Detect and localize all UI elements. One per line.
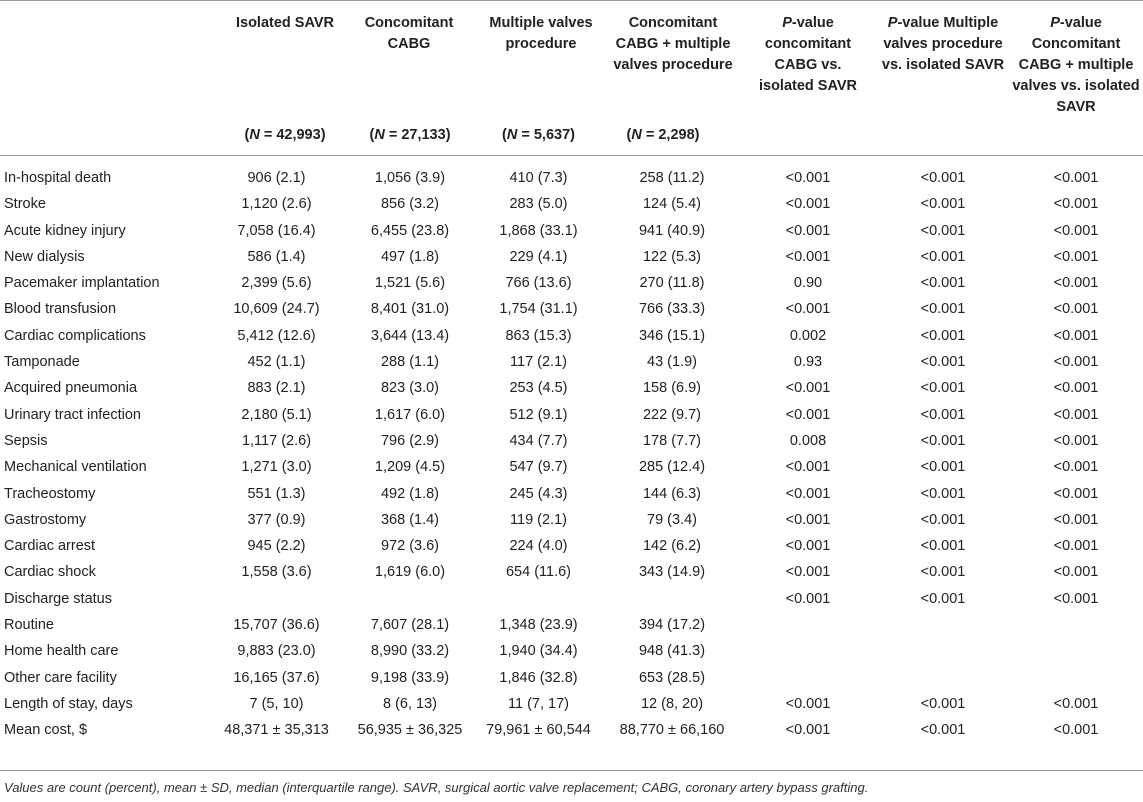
row-label: Cardiac arrest [4,538,96,555]
table-cell-pvalue: <0.001 [785,511,831,528]
table-cell-value: 1,940 (34.4) [499,643,578,660]
table-cell-value: 119 (2.1) [510,511,567,528]
table-cell-value: 551 (1.3) [247,485,306,502]
table-cell-pvalue: <0.001 [785,459,831,476]
table-cell-pvalue: <0.001 [1053,432,1099,449]
table-cell-pvalue: 0.93 [793,354,823,371]
header-pvalue-multiple-text: -value Multiple valves procedure vs. isolated SAVR [881,15,1005,73]
table-cell-pvalue: <0.001 [785,564,831,581]
table-cell-value: 245 (4.3) [509,485,568,502]
table-cell-pvalue: <0.001 [920,485,966,502]
table-cell-value: 7,607 (28.1) [370,617,450,634]
row-label: Other care facility [4,669,117,686]
table-cell-value: 512 (9.1) [509,406,568,423]
table-cell-pvalue: <0.001 [785,222,831,239]
table-cell-pvalue: <0.001 [920,590,966,607]
table-cell-pvalue: <0.001 [1053,380,1099,397]
row-label: Blood transfusion [4,301,117,318]
table-cell-value: 253 (4.5) [509,380,568,397]
table-cell-value: 823 (3.0) [380,380,440,397]
table-cell-pvalue: <0.001 [920,564,966,581]
bottom-rule [0,770,1143,771]
header-pvalue-combined-text: -value Concomitant CABG + multiple valves vs. isolated SAVR [1012,15,1140,115]
table-cell-value: 8 (6, 13) [383,695,437,712]
table-cell-pvalue: <0.001 [785,406,831,423]
table-row [0,375,1143,401]
table-cell-pvalue: <0.001 [920,301,966,318]
header-rule [0,155,1143,156]
table-cell-pvalue: <0.001 [785,380,831,397]
table-cell-pvalue: <0.001 [785,695,831,712]
table-cell-value: 229 (4.1) [509,248,568,265]
table-cell-value: 766 (13.6) [505,275,572,292]
table-cell-pvalue: <0.001 [920,275,966,292]
table-row [0,296,1143,322]
header-pvalue-combined-p: P [1050,15,1060,31]
header-pvalue-multiple-p: P [887,15,898,31]
header-pvalue-multiple [878,13,1008,76]
table-cell-value: 863 (15.3) [505,327,572,344]
row-label: Acute kidney injury [4,222,126,239]
table-cell-pvalue: <0.001 [785,590,831,607]
table-cell-value: 394 (17.2) [638,617,706,634]
table-cell-value: 144 (6.3) [642,485,702,502]
table-cell-pvalue: <0.001 [785,170,831,186]
row-label: Cardiac shock [4,564,96,581]
row-label: Stroke [4,196,46,213]
header-multiple-valves: Multiple valves procedure [489,15,593,52]
table-cell-pvalue: <0.001 [1053,301,1099,318]
table-cell-value: 1,209 (4.5) [374,459,446,476]
table-cell-pvalue: <0.001 [920,170,966,186]
table-cell-pvalue: <0.001 [1053,538,1099,555]
row-label: Sepsis [4,432,48,449]
table-row [0,691,1143,717]
table-cell-value: 12 (8, 20) [640,695,704,712]
table-cell-value: 1,120 (2.6) [241,196,312,213]
table-cell-pvalue: <0.001 [920,695,966,712]
table-cell-value: 9,198 (33.9) [370,669,450,686]
header-pvalue-cabg [752,13,864,97]
table-row [0,612,1143,638]
table-cell-value: 222 (9.7) [642,406,702,423]
table-cell-pvalue: <0.001 [920,222,966,239]
table-cell-pvalue: <0.001 [785,301,831,318]
table-cell-value: 972 (3.6) [380,538,440,555]
table-body [0,165,1143,761]
row-label: Cardiac complications [4,327,146,344]
table-row [0,638,1143,664]
table-row [0,402,1143,428]
table-cell-pvalue: <0.001 [920,406,966,423]
top-rule [0,0,1143,1]
table-cell-value: 654 (11.6) [505,564,572,581]
table-cell-value: 285 (12.4) [638,459,706,476]
header-pvalue-cabg-text: -value concomitant CABG vs. isolated SAVR [758,15,858,94]
row-label: Pacemaker implantation [4,275,160,292]
table-cell-pvalue: <0.001 [1053,248,1099,265]
table-row [0,244,1143,270]
header-n-multiple-valves: (N = 5,637) [502,127,575,143]
table-cell-pvalue: <0.001 [1053,485,1099,502]
table-cell-pvalue: <0.001 [785,485,831,502]
row-label: Home health care [4,643,119,660]
table-cell-value: 1,558 (3.6) [241,564,312,581]
table-cell-pvalue: <0.001 [920,538,966,555]
table-cell-value: 117 (2.1) [510,354,567,371]
table-cell-value: 56,935 ± 36,325 [357,722,463,739]
table-cell-value: 258 (11.2) [639,170,705,186]
table-cell-pvalue: <0.001 [1053,590,1099,607]
table-cell-value: 434 (7.7) [509,432,568,449]
table-cell-pvalue: <0.001 [785,538,831,555]
table-cell-value: 377 (0.9) [247,511,306,528]
table-cell-value: 178 (7.7) [642,432,702,449]
table-cell-value: 492 (1.8) [380,485,440,502]
table-cell-value: 1,271 (3.0) [241,459,312,476]
header-n-isolated-savr: (N = 42,993) [244,127,326,143]
table-cell-value: 1,056 (3.9) [374,170,446,186]
table-cell-value: 142 (6.2) [642,538,702,555]
table-row [0,428,1143,454]
table-row [0,191,1143,217]
table-cell-pvalue: <0.001 [1053,722,1099,739]
table-cell-value: 948 (41.3) [638,643,706,660]
table-row [0,507,1143,533]
row-label: Tracheostomy [4,485,96,502]
row-label: Length of stay, days [4,695,133,712]
table-cell-value: 2,399 (5.6) [241,275,312,292]
table-cell-value: 6,455 (23.8) [370,222,450,239]
row-label: Gastrostomy [4,511,87,528]
table-cell-value: 906 (2.1) [247,170,306,186]
table-header [0,13,1143,155]
table-cell-pvalue: <0.001 [785,248,831,265]
table-row [0,270,1143,296]
table-cell-pvalue: <0.001 [920,511,966,528]
table-cell-value: 856 (3.2) [380,196,440,213]
table-row [0,165,1143,191]
table-cell-pvalue: <0.001 [920,248,966,265]
table-cell-value: 79,961 ± 60,544 [486,722,591,739]
table-cell-value: 270 (11.8) [639,275,705,292]
header-concomitant-cabg: Concomitant CABG [364,15,454,52]
table-footnote: Values are count (percent), mean ± SD, median (interquartile range). SAVR, surgical aortic valve replacement; CABG, coronary artery bypass grafting. [4,780,869,795]
table-cell-pvalue: <0.001 [785,196,831,213]
table-cell-value: 452 (1.1) [247,354,306,371]
table-cell-value: 5,412 (12.6) [237,327,316,344]
table-cell-value: 2,180 (5.1) [241,406,312,423]
table-cell-pvalue: <0.001 [920,327,966,344]
table-cell-value: 48,371 ± 35,313 [224,722,329,739]
table-row [0,559,1143,585]
table-row [0,323,1143,349]
table-cell-value: 346 (15.1) [638,327,706,344]
table-cell-value: 1,868 (33.1) [499,222,578,239]
table-cell-pvalue: 0.90 [793,275,823,292]
row-label: Tamponade [4,354,80,371]
table-cell-value: 941 (40.9) [638,222,706,239]
table-cell-pvalue: <0.001 [1053,564,1099,581]
row-label: Routine [4,617,54,634]
table-cell-value: 883 (2.1) [247,380,306,397]
table-cell-value: 796 (2.9) [380,432,440,449]
table-cell-value: 16,165 (37.6) [233,669,320,686]
row-label: In-hospital death [4,170,112,186]
table-cell-pvalue: <0.001 [920,380,966,397]
table-cell-value: 15,707 (36.6) [233,617,320,634]
table-cell-value: 122 (5.3) [642,248,702,265]
table-cell-value: 368 (1.4) [380,511,440,528]
table-cell-value: 766 (33.3) [638,301,706,318]
table-cell-value: 124 (5.4) [642,196,702,213]
table-cell-pvalue: <0.001 [920,432,966,449]
table-cell-pvalue: <0.001 [920,354,966,371]
header-cabg-multiple-valves: Concomitant CABG + multiple valves procedure [613,15,733,73]
table-cell-pvalue: <0.001 [1053,222,1099,239]
table-cell-value: 8,990 (33.2) [370,643,450,660]
header-isolated-savr: Isolated SAVR [235,15,335,31]
table-cell-pvalue: <0.001 [1053,406,1099,423]
table-row [0,454,1143,480]
row-label: Mechanical ventilation [4,459,147,476]
table-row [0,533,1143,559]
row-label: Discharge status [4,590,112,607]
table-cell-pvalue: <0.001 [920,196,966,213]
table-cell-value: 945 (2.2) [247,538,306,555]
row-label: Mean cost, $ [4,722,88,739]
table-cell-value: 8,401 (31.0) [370,301,450,318]
table-cell-value: 653 (28.5) [638,669,706,686]
table-row [0,665,1143,691]
table-cell-value: 343 (14.9) [638,564,706,581]
table-cell-value: 1,348 (23.9) [499,617,578,634]
table-cell-value: 410 (7.3) [509,170,568,186]
table-cell-value: 1,619 (6.0) [374,564,446,581]
row-label: Acquired pneumonia [4,380,138,397]
table-row [0,218,1143,244]
table-cell-pvalue: <0.001 [1053,511,1099,528]
table-cell-pvalue: <0.001 [920,722,966,739]
header-pvalue-cabg-p: P [782,15,792,31]
table-cell-value: 1,617 (6.0) [374,406,446,423]
table-cell-pvalue: <0.001 [1053,459,1099,476]
table-cell-value: 158 (6.9) [642,380,702,397]
table-cell-value: 1,117 (2.6) [241,432,312,449]
header-pvalue-combined [1012,13,1140,118]
table-cell-value: 586 (1.4) [247,248,306,265]
table-cell-value: 10,609 (24.7) [233,301,320,318]
table-cell-pvalue: 0.008 [789,432,827,449]
table-cell-value: 1,521 (5.6) [374,275,446,292]
table-row [0,481,1143,507]
table-cell-value: 43 (1.9) [647,354,697,371]
table-row [0,349,1143,375]
table-cell-value: 288 (1.1) [380,354,440,371]
table-cell-value: 283 (5.0) [509,196,568,213]
table-cell-pvalue: <0.001 [920,459,966,476]
header-n-concomitant-cabg: (N = 27,133) [369,127,451,143]
table-cell-pvalue: 0.002 [789,327,827,344]
table-cell-value: 88,770 ± 66,160 [619,722,725,739]
table-cell-value: 224 (4.0) [509,538,568,555]
table-cell-value: 547 (9.7) [509,459,568,476]
row-label: Urinary tract infection [4,406,141,423]
table-cell-pvalue: <0.001 [1053,327,1099,344]
table-cell-pvalue: <0.001 [1053,170,1099,186]
table-cell-pvalue: <0.001 [1053,196,1099,213]
table-cell-value: 7,058 (16.4) [237,222,316,239]
header-n-cabg-multiple-valves: (N = 2,298) [626,127,700,143]
table-cell-value: 7 (5, 10) [249,695,304,712]
table-cell-pvalue: <0.001 [1053,275,1099,292]
table-cell-pvalue: <0.001 [785,722,831,739]
table-row [0,586,1143,612]
table-cell-value: 1,846 (32.8) [499,669,578,686]
table-cell-value: 497 (1.8) [380,248,440,265]
table-cell-pvalue: <0.001 [1053,695,1099,712]
table-row [0,717,1143,761]
table-cell-value: 9,883 (23.0) [237,643,316,660]
row-label: New dialysis [4,248,85,265]
table-cell-value: 11 (7, 17) [508,695,569,712]
table-cell-value: 1,754 (31.1) [499,301,578,318]
table-cell-value: 79 (3.4) [647,511,697,528]
table-cell-pvalue: <0.001 [1053,354,1099,371]
table-cell-value: 3,644 (13.4) [370,327,450,344]
